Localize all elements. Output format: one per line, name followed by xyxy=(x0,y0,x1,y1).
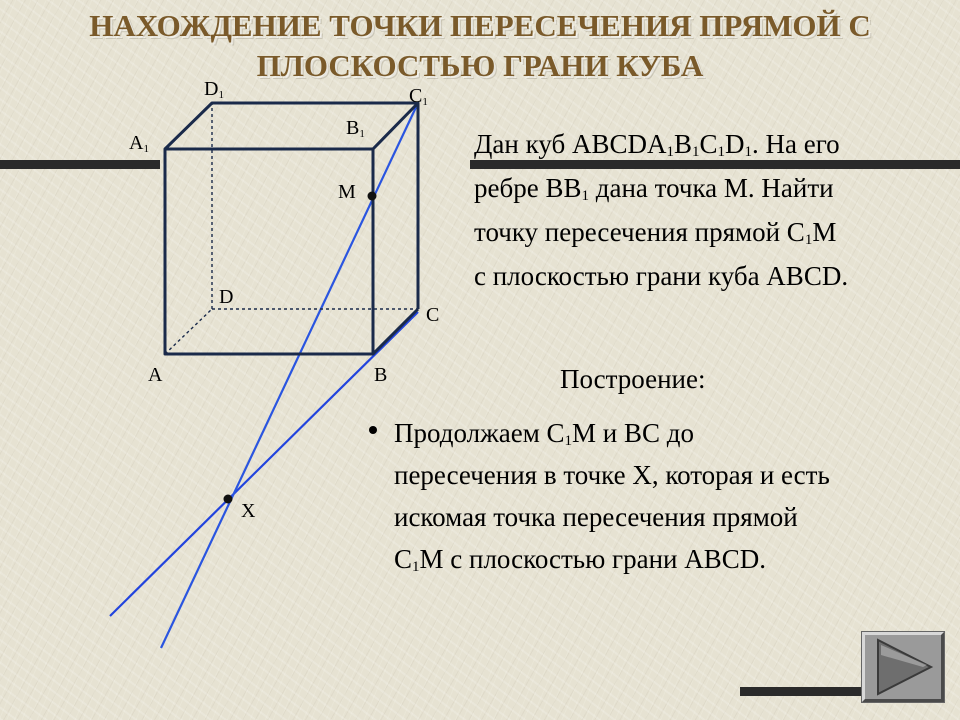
title-line-1: НАХОЖДЕНИЕ ТОЧКИ ПЕРЕСЕЧЕНИЯ ПРЯМОЙ С xyxy=(89,8,871,43)
problem-line-2: ребре $BB_1$ дана точка M. Найти xyxy=(474,173,834,204)
label-a: A xyxy=(148,364,163,386)
line-bc-extension xyxy=(110,312,418,616)
construction-line-2: пересечения в точке X, которая и есть xyxy=(394,460,830,490)
label-a1: $A_1$ xyxy=(129,132,149,155)
construction-step xyxy=(394,412,939,580)
point-m xyxy=(368,192,377,201)
construction-line-4: $C_1M$ с плоскостью грани ABCD. xyxy=(394,544,766,575)
label-m: M xyxy=(338,181,356,203)
next-slide-button[interactable] xyxy=(862,632,944,702)
edge-ad-hidden xyxy=(165,309,212,354)
play-triangle-icon xyxy=(865,635,941,699)
problem-statement xyxy=(474,122,944,298)
problem-line-4: с плоскостью грани куба ABCD. xyxy=(474,261,849,291)
point-x xyxy=(224,495,233,504)
construction-heading: Построение: xyxy=(560,364,706,394)
label-x: X xyxy=(241,500,256,522)
construction-line-3: искомая точка пересечения прямой xyxy=(394,502,798,532)
problem-line-1: Дан куб $ABCDA_1B_1C_1D_1$. На его xyxy=(474,129,840,160)
label-b1: $B_1$ xyxy=(346,117,365,140)
problem-line-3: точку пересечения прямой $C_1M$ xyxy=(474,217,837,248)
label-c: C xyxy=(426,304,440,326)
title-line-2: ПЛОСКОСТЬЮ ГРАНИ КУБА xyxy=(256,48,704,83)
cube-top-back xyxy=(165,103,418,149)
edge-bc xyxy=(373,309,418,354)
bullet-icon xyxy=(369,426,377,434)
label-c1: $C_1$ xyxy=(409,85,428,108)
construction-line-1: Продолжаем $C_1M$ и BC до xyxy=(394,418,695,449)
label-d: D xyxy=(219,286,234,308)
label-b: B xyxy=(374,364,388,386)
label-d1: $D_1$ xyxy=(204,78,224,101)
